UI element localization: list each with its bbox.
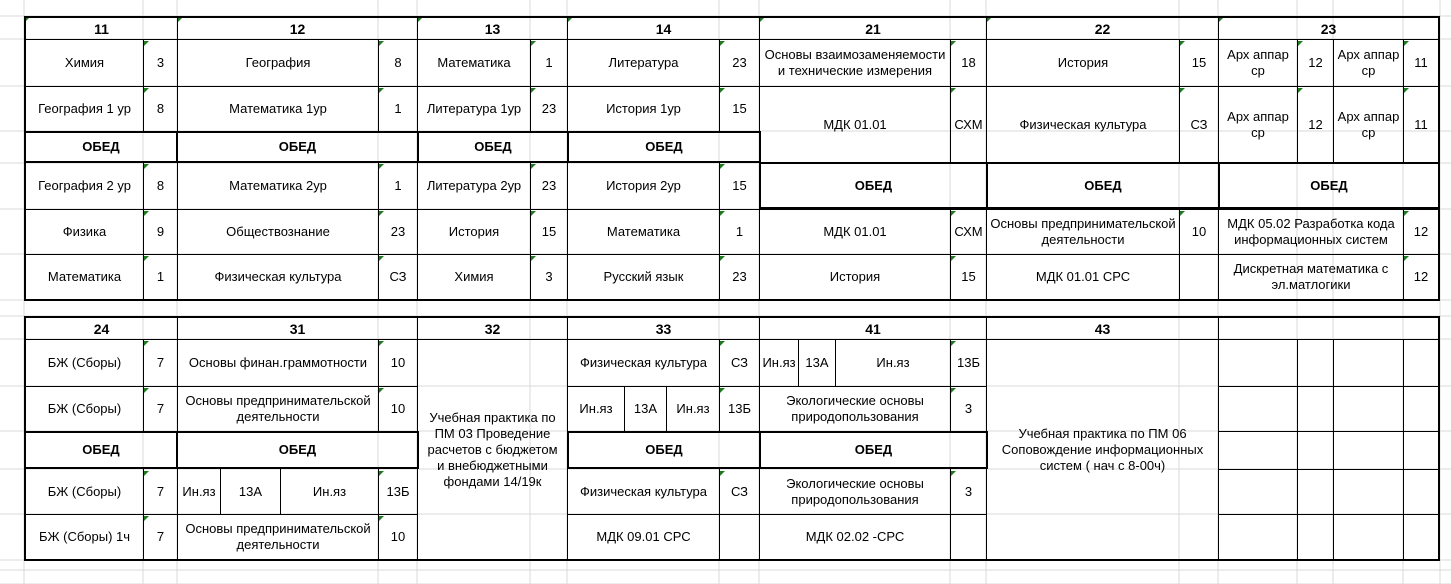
- room-cell[interactable]: 13Б: [386, 484, 410, 499]
- subject-cell[interactable]: МДК 02.02 -СРС: [805, 529, 905, 544]
- room-cell[interactable]: 13А: [805, 355, 829, 370]
- group-header-22[interactable]: 22: [1094, 21, 1111, 37]
- room-cell[interactable]: СЗ: [730, 484, 749, 499]
- room-cell[interactable]: 15: [961, 269, 976, 284]
- subject-cell[interactable]: География 2 ур: [38, 178, 131, 193]
- room-cell[interactable]: 1: [394, 178, 402, 193]
- subject-cell[interactable]: Арх аппар ср: [1227, 108, 1289, 140]
- room-cell[interactable]: 1: [394, 101, 402, 116]
- room-cell[interactable]: СЗ: [1190, 116, 1208, 132]
- practice-cell-32[interactable]: Учебная практика по ПМ 03 Проведение расчетов с бюджетом и внебюджетными фондами 14/19к: [427, 409, 558, 489]
- subject-cell[interactable]: Основы предпринимательской деятельности: [990, 216, 1176, 247]
- room-cell[interactable]: [951, 515, 986, 559]
- room-cell[interactable]: 23: [390, 224, 406, 239]
- subject-cell[interactable]: История 1ур: [606, 101, 681, 116]
- subject-cell[interactable]: Физическая культура: [579, 355, 708, 370]
- subject-cell[interactable]: МДК 09.01 СРС: [596, 529, 691, 544]
- room-cell[interactable]: СЗ: [389, 269, 407, 284]
- room-cell[interactable]: 13Б: [728, 401, 751, 416]
- subject-cell[interactable]: МДК 01.01: [823, 116, 887, 132]
- room-cell[interactable]: 12: [1413, 269, 1429, 284]
- subject-cell[interactable]: Арх аппар ср: [1337, 108, 1400, 140]
- room-cell[interactable]: 12: [1308, 116, 1323, 132]
- lunch-label[interactable]: ОБЕД: [645, 442, 683, 457]
- room-cell[interactable]: 7: [156, 529, 165, 544]
- group-header-23[interactable]: 23: [1320, 21, 1337, 37]
- subject-cell[interactable]: БЖ (Сборы): [47, 355, 122, 370]
- subject-cell[interactable]: Литература 1ур: [426, 101, 522, 116]
- room-cell[interactable]: [720, 515, 759, 559]
- subject-cell[interactable]: Литература 2ур: [426, 178, 522, 193]
- subject-cell[interactable]: Ин.яз: [676, 401, 710, 416]
- lunch-label[interactable]: ОБЕД: [645, 139, 683, 154]
- subject-cell[interactable]: Физическая культура: [214, 269, 342, 284]
- subject-cell[interactable]: БЖ (Сборы): [47, 401, 122, 416]
- subject-cell[interactable]: МДК 01.01 СРС: [1035, 269, 1131, 284]
- room-cell[interactable]: 15: [541, 224, 557, 239]
- subject-cell[interactable]: Основы взаимозаменяемости и технические измерения: [764, 47, 946, 78]
- lunch-label[interactable]: ОБЕД: [474, 139, 512, 154]
- subject-cell[interactable]: История: [448, 224, 500, 239]
- group-header-32[interactable]: 32: [484, 321, 501, 337]
- room-cell[interactable]: 7: [156, 401, 165, 416]
- lunch-label[interactable]: ОБЕД: [1084, 177, 1122, 193]
- lunch-label[interactable]: ОБЕД: [854, 442, 893, 457]
- subject-cell[interactable]: Литература: [608, 55, 679, 70]
- group-header-41[interactable]: 41: [865, 321, 881, 337]
- subject-cell[interactable]: География: [245, 55, 311, 70]
- subject-cell[interactable]: Ин.яз: [876, 355, 910, 370]
- subject-cell[interactable]: Обществознание: [226, 224, 330, 239]
- group-header-13[interactable]: 13: [484, 21, 501, 37]
- room-cell[interactable]: 3: [964, 401, 973, 416]
- subject-cell[interactable]: Дискретная математика с эл.матлогики: [1233, 261, 1389, 292]
- room-cell[interactable]: 7: [156, 355, 165, 370]
- room-cell[interactable]: 7: [156, 484, 165, 499]
- subject-cell[interactable]: МДК 05.02 Разработка кода информационных систем: [1227, 216, 1395, 247]
- room-cell[interactable]: 15: [732, 178, 747, 193]
- room-cell[interactable]: 18: [961, 55, 976, 70]
- group-header-empty[interactable]: [1219, 318, 1438, 340]
- lunch-label[interactable]: ОБЕД: [278, 139, 317, 154]
- room-cell[interactable]: 15: [1191, 55, 1207, 70]
- room-cell[interactable]: 23: [732, 55, 747, 70]
- subject-cell[interactable]: Математика 1ур: [229, 101, 327, 116]
- subject-cell[interactable]: Физика: [62, 224, 107, 239]
- room-cell[interactable]: 23: [732, 269, 747, 284]
- subject-cell[interactable]: Экологические основы природопользования: [786, 393, 924, 424]
- subject-cell[interactable]: Ин.яз: [312, 484, 347, 499]
- subject-cell[interactable]: Русский язык: [603, 269, 684, 284]
- room-cell[interactable]: 8: [156, 178, 165, 193]
- room-cell[interactable]: СХМ: [954, 224, 983, 239]
- lunch-label[interactable]: ОБЕД: [854, 177, 893, 193]
- subject-cell[interactable]: Ин.яз: [762, 355, 796, 370]
- room-cell[interactable]: 11: [1414, 116, 1428, 132]
- subject-cell[interactable]: География 1 ур: [38, 101, 131, 116]
- subject-cell[interactable]: Арх аппар ср: [1227, 47, 1289, 78]
- subject-cell[interactable]: История 2ур: [606, 178, 681, 193]
- room-cell[interactable]: 9: [156, 224, 165, 239]
- group-header-43[interactable]: 43: [1094, 321, 1111, 337]
- group-header-21[interactable]: 21: [865, 21, 881, 37]
- room-cell[interactable]: 12: [1308, 55, 1323, 70]
- room-cell[interactable]: 13А: [238, 484, 263, 499]
- subject-cell[interactable]: Математика: [606, 224, 681, 239]
- subject-cell[interactable]: Основы предпринимательской деятельности: [185, 393, 371, 424]
- room-cell[interactable]: 23: [541, 178, 557, 193]
- subject-cell[interactable]: Ин.яз: [579, 401, 613, 416]
- room-cell[interactable]: 1: [545, 55, 553, 70]
- room-cell[interactable]: 10: [390, 401, 406, 416]
- room-cell[interactable]: 8: [156, 101, 165, 116]
- subject-cell[interactable]: Химия: [64, 55, 105, 70]
- subject-cell[interactable]: Основы финан.граммотности: [188, 355, 368, 370]
- lunch-label[interactable]: ОБЕД: [82, 139, 120, 154]
- room-cell[interactable]: 13А: [633, 401, 658, 416]
- room-cell[interactable]: 10: [390, 355, 406, 370]
- subject-cell[interactable]: Математика: [437, 55, 511, 70]
- room-cell[interactable]: [1180, 255, 1218, 299]
- group-header-11[interactable]: 11: [94, 21, 109, 37]
- room-cell[interactable]: 12: [1413, 224, 1429, 239]
- room-cell[interactable]: 10: [390, 529, 406, 544]
- practice-cell-43[interactable]: Учебная практика по ПМ 06 Соповождение информационных систем ( нач с 8-00ч): [1001, 425, 1204, 473]
- room-cell[interactable]: СХМ: [954, 116, 983, 132]
- lunch-label[interactable]: ОБЕД: [82, 442, 120, 457]
- subject-cell[interactable]: История: [829, 269, 881, 284]
- subject-cell[interactable]: БЖ (Сборы): [47, 484, 122, 499]
- subject-cell[interactable]: Химия: [454, 269, 494, 284]
- room-cell[interactable]: 1: [735, 224, 744, 239]
- lunch-label[interactable]: ОБЕД: [278, 442, 317, 457]
- room-cell[interactable]: 3: [156, 55, 165, 70]
- subject-cell[interactable]: Экологические основы природопользования: [786, 476, 924, 507]
- subject-cell[interactable]: МДК 01.01: [823, 224, 887, 239]
- group-header-31[interactable]: 31: [289, 321, 306, 337]
- subject-cell[interactable]: БЖ (Сборы) 1ч: [38, 529, 131, 544]
- room-cell[interactable]: 3: [545, 269, 553, 284]
- room-cell[interactable]: 3: [964, 484, 973, 499]
- group-header-12[interactable]: 12: [289, 21, 306, 37]
- group-header-24[interactable]: 24: [93, 321, 110, 337]
- room-cell[interactable]: 15: [732, 101, 747, 116]
- subject-cell[interactable]: Основы предпринимательской деятельности: [185, 521, 371, 552]
- room-cell[interactable]: СЗ: [730, 355, 749, 370]
- room-cell[interactable]: 10: [1191, 224, 1207, 239]
- subject-cell[interactable]: Арх аппар ср: [1337, 47, 1400, 78]
- subject-cell[interactable]: Математика: [47, 269, 122, 284]
- room-cell[interactable]: 1: [156, 269, 165, 284]
- group-header-14[interactable]: 14: [655, 21, 672, 37]
- subject-cell[interactable]: Физическая культура: [1019, 116, 1147, 132]
- group-header-33[interactable]: 33: [655, 321, 672, 337]
- lunch-label[interactable]: ОБЕД: [1310, 177, 1348, 193]
- subject-cell[interactable]: Физическая культура: [579, 484, 708, 499]
- subject-cell[interactable]: История: [1057, 55, 1109, 70]
- room-cell[interactable]: 11: [1414, 55, 1428, 70]
- subject-cell[interactable]: Ин.яз: [182, 484, 216, 499]
- room-cell[interactable]: 8: [394, 55, 402, 70]
- room-cell[interactable]: 23: [541, 101, 557, 116]
- room-cell[interactable]: 13Б: [957, 355, 980, 370]
- subject-cell[interactable]: Математика 2ур: [229, 178, 327, 193]
